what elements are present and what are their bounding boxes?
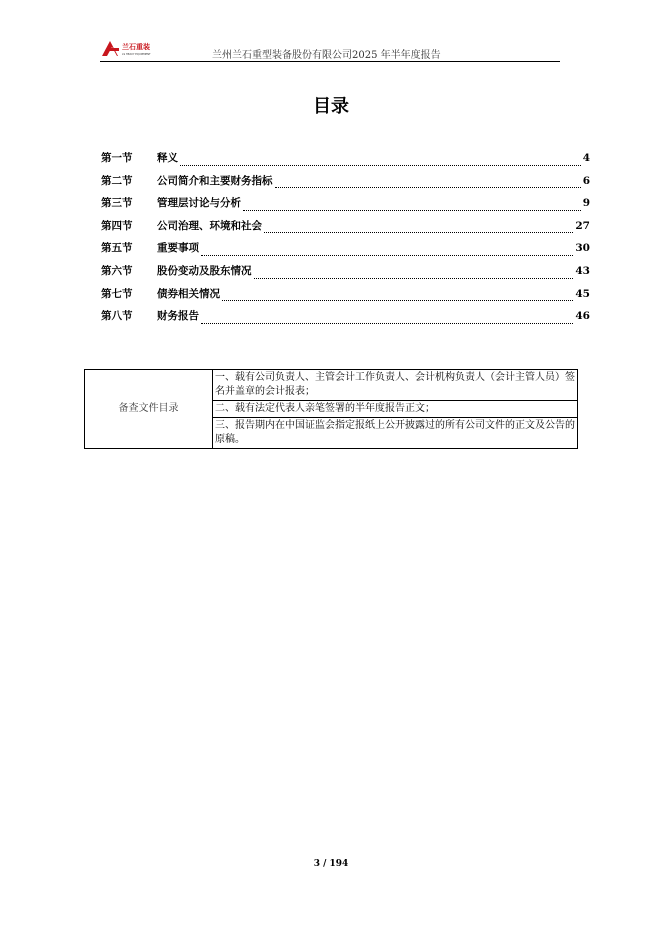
toc-page-number: 9 <box>582 197 590 210</box>
toc-page-number: 27 <box>575 219 590 232</box>
toc-section-title: 债券相关情况 <box>157 287 220 300</box>
toc-page-number: 6 <box>582 174 590 187</box>
reference-document-item: 二、载有法定代表人亲笔签署的半年度报告正文； <box>213 401 578 418</box>
toc-page-number: 46 <box>575 310 590 323</box>
toc-section-title: 释义 <box>157 152 178 164</box>
toc-entry[interactable] <box>101 286 590 309</box>
toc-entry[interactable] <box>101 150 590 173</box>
toc-section-number: 第二节 <box>101 174 133 187</box>
table-of-contents <box>101 150 590 331</box>
table-row <box>85 370 578 401</box>
toc-section-number: 第一节 <box>101 152 133 164</box>
toc-section-number: 第四节 <box>101 219 133 232</box>
toc-leader-dots <box>254 278 574 279</box>
toc-leader-dots <box>180 165 581 166</box>
toc-section-title: 股份变动及股东情况 <box>157 264 252 277</box>
toc-page-number: 45 <box>575 287 590 300</box>
toc-section-number: 第八节 <box>101 310 133 323</box>
toc-leader-dots <box>201 323 573 324</box>
page-header <box>100 36 560 62</box>
toc-section-title: 公司治理、环境和社会 <box>157 219 262 232</box>
toc-leader-dots <box>275 187 581 188</box>
toc-section-title: 管理层讨论与分析 <box>157 197 241 210</box>
toc-leader-dots <box>222 300 573 301</box>
page-number: 3 / 194 <box>313 859 349 869</box>
toc-page-number: 43 <box>575 264 590 277</box>
toc-section-number: 第三节 <box>101 197 133 210</box>
toc-section-title: 财务报告 <box>157 310 199 323</box>
reference-document-item: 一、载有公司负责人、主管会计工作负责人、会计机构负责人（会计主管人员）签名并盖章的会计报表； <box>213 370 578 401</box>
toc-section-number: 第五节 <box>101 242 133 255</box>
header-title: 兰州兰石重型装备股份有限公司2025 年半年度报告 <box>212 50 441 61</box>
toc-entry[interactable] <box>101 240 590 263</box>
toc-leader-dots <box>264 232 573 233</box>
logo-text: 兰石重装 <box>122 43 150 51</box>
toc-entry[interactable] <box>101 218 590 241</box>
toc-entry[interactable] <box>101 195 590 218</box>
toc-entry[interactable] <box>101 173 590 196</box>
toc-title: 目录 <box>313 96 349 117</box>
logo-subtext: LS HEAVY EQUIPMENT <box>122 53 151 56</box>
toc-leader-dots <box>243 210 581 211</box>
reference-documents-label: 备查文件目录 <box>85 370 213 449</box>
company-logo <box>100 38 164 58</box>
toc-section-number: 第六节 <box>101 264 133 277</box>
toc-entry[interactable] <box>101 308 590 331</box>
toc-section-title: 公司简介和主要财务指标 <box>157 174 273 187</box>
toc-section-number: 第七节 <box>101 287 133 300</box>
reference-documents-table <box>84 369 578 449</box>
toc-leader-dots <box>201 255 573 256</box>
toc-page-number: 30 <box>575 242 590 255</box>
reference-document-item: 三、报告期内在中国证监会指定报纸上公开披露过的所有公司文件的正文及公告的原稿。 <box>213 418 578 449</box>
header-rule <box>100 61 560 62</box>
toc-page-number: 4 <box>582 152 590 164</box>
toc-entry[interactable] <box>101 263 590 286</box>
toc-section-title: 重要事项 <box>157 242 199 255</box>
